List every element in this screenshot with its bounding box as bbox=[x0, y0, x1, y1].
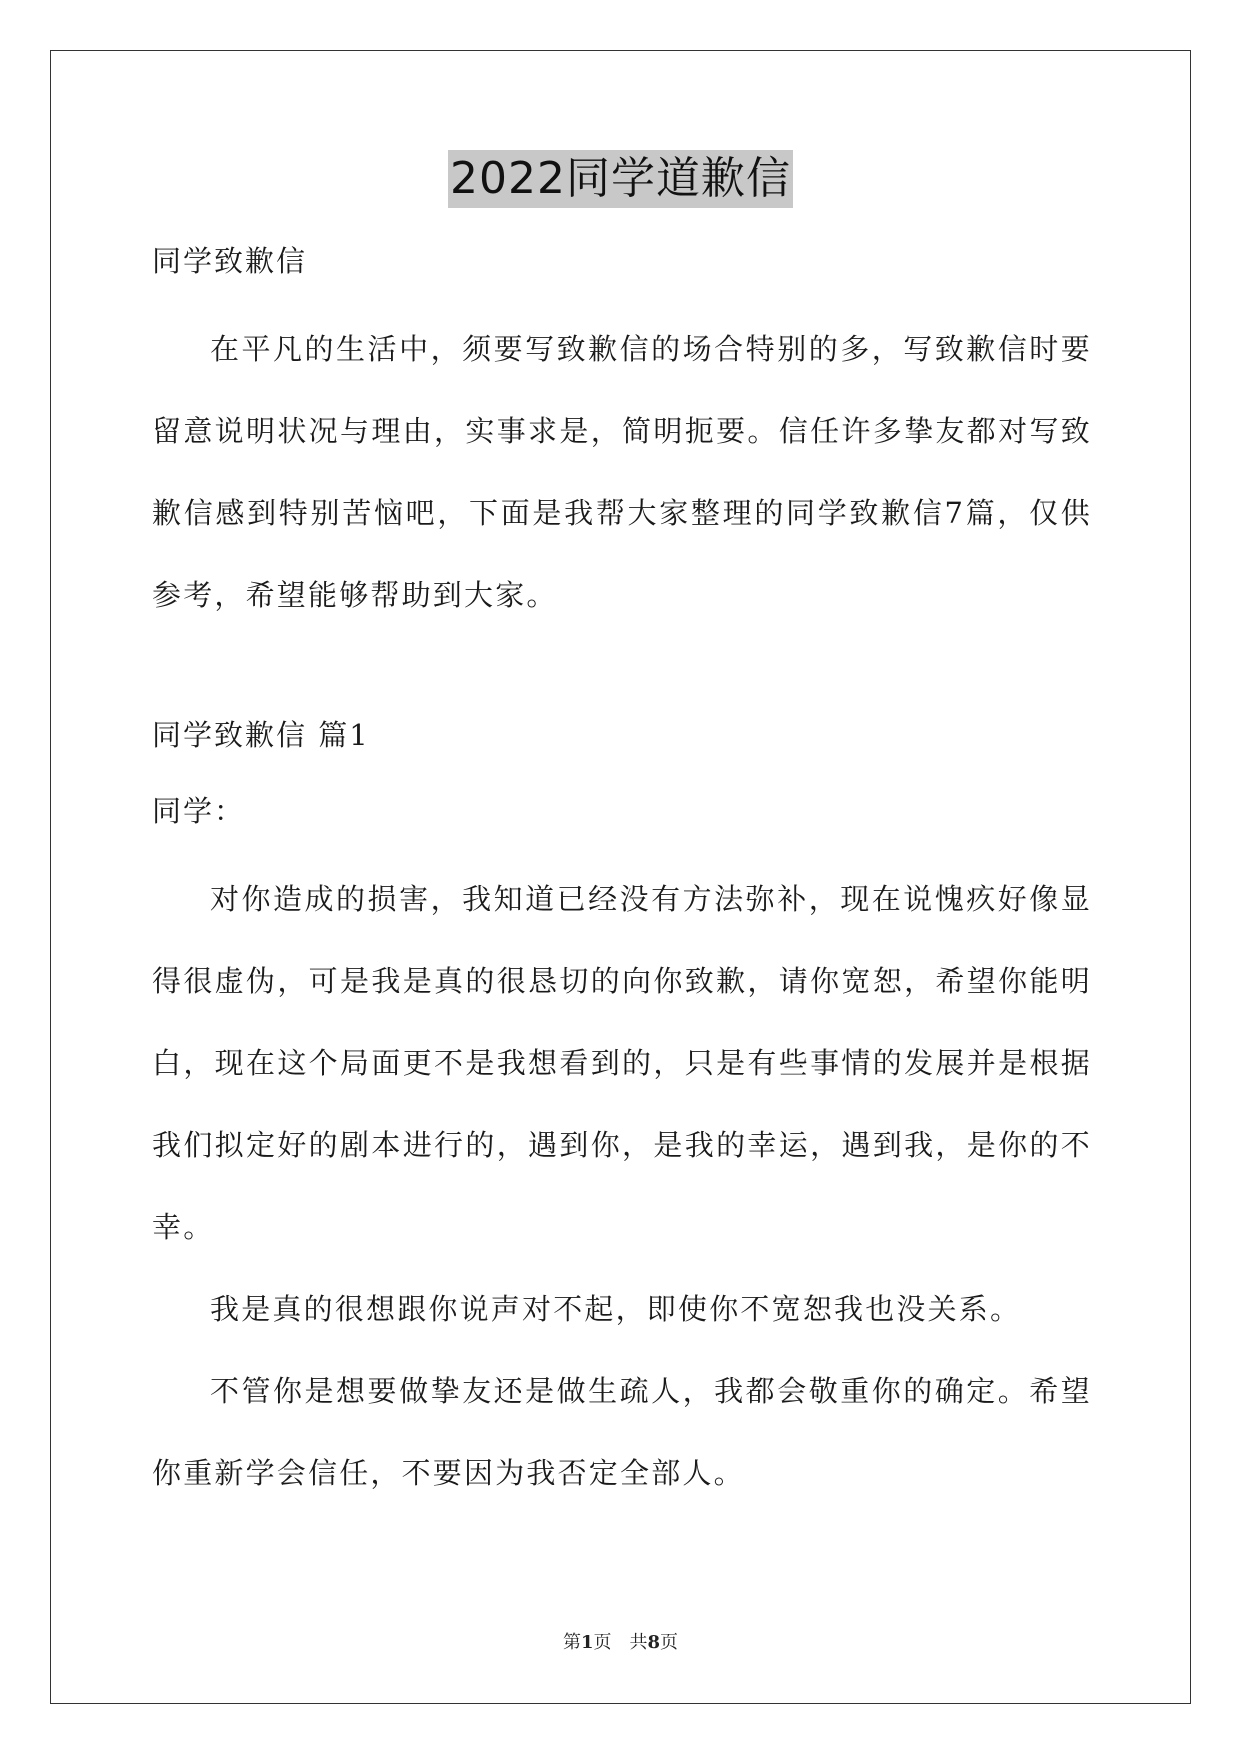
title-container bbox=[0, 150, 1241, 208]
salutation: 同学： bbox=[152, 794, 246, 828]
document-title: 2022同学道歉信 bbox=[448, 150, 793, 208]
document-body bbox=[152, 232, 1092, 1514]
total-pages-number: 8 bbox=[647, 1632, 661, 1653]
subtitle: 同学致歉信 bbox=[152, 244, 308, 278]
current-page-number: 1 bbox=[580, 1632, 594, 1653]
section-heading: 同学致歉信 篇1 bbox=[152, 718, 370, 752]
body-paragraph: 我是真的很想跟你说声对不起，即使你不宽恕我也没关系。 bbox=[210, 1292, 1022, 1326]
footer-prefix: 第 bbox=[562, 1632, 581, 1653]
footer-middle: 页 共 bbox=[593, 1632, 648, 1653]
page-footer bbox=[0, 1628, 1241, 1654]
intro-paragraph: 在平凡的生活中，须要写致歉信的场合特别的多，写致歉信时要留意说明状况与理由，实事求是，简明扼要。信任许多挚友都对写致歉信感到特别苦恼吧，下面是我帮大家整理的同学致歉信7篇，仅供参考，希望能够帮助到大家。 bbox=[152, 332, 1092, 612]
body-paragraph: 对你造成的损害，我知道已经没有方法弥补，现在说愧疚好像显得很虚伪，可是我是真的很恳切的向你致歉，请你宽恕，希望你能明白，现在这个局面更不是我想看到的，只是有些事情的发展并是根据我们拟定好的剧本进行的，遇到你，是我的幸运，遇到我，是你的不幸。 bbox=[152, 882, 1092, 1244]
footer-suffix: 页 bbox=[660, 1632, 679, 1653]
body-paragraph: 不管你是想要做挚友还是做生疏人，我都会敬重你的确定。希望你重新学会信任，不要因为我否定全部人。 bbox=[152, 1374, 1092, 1490]
